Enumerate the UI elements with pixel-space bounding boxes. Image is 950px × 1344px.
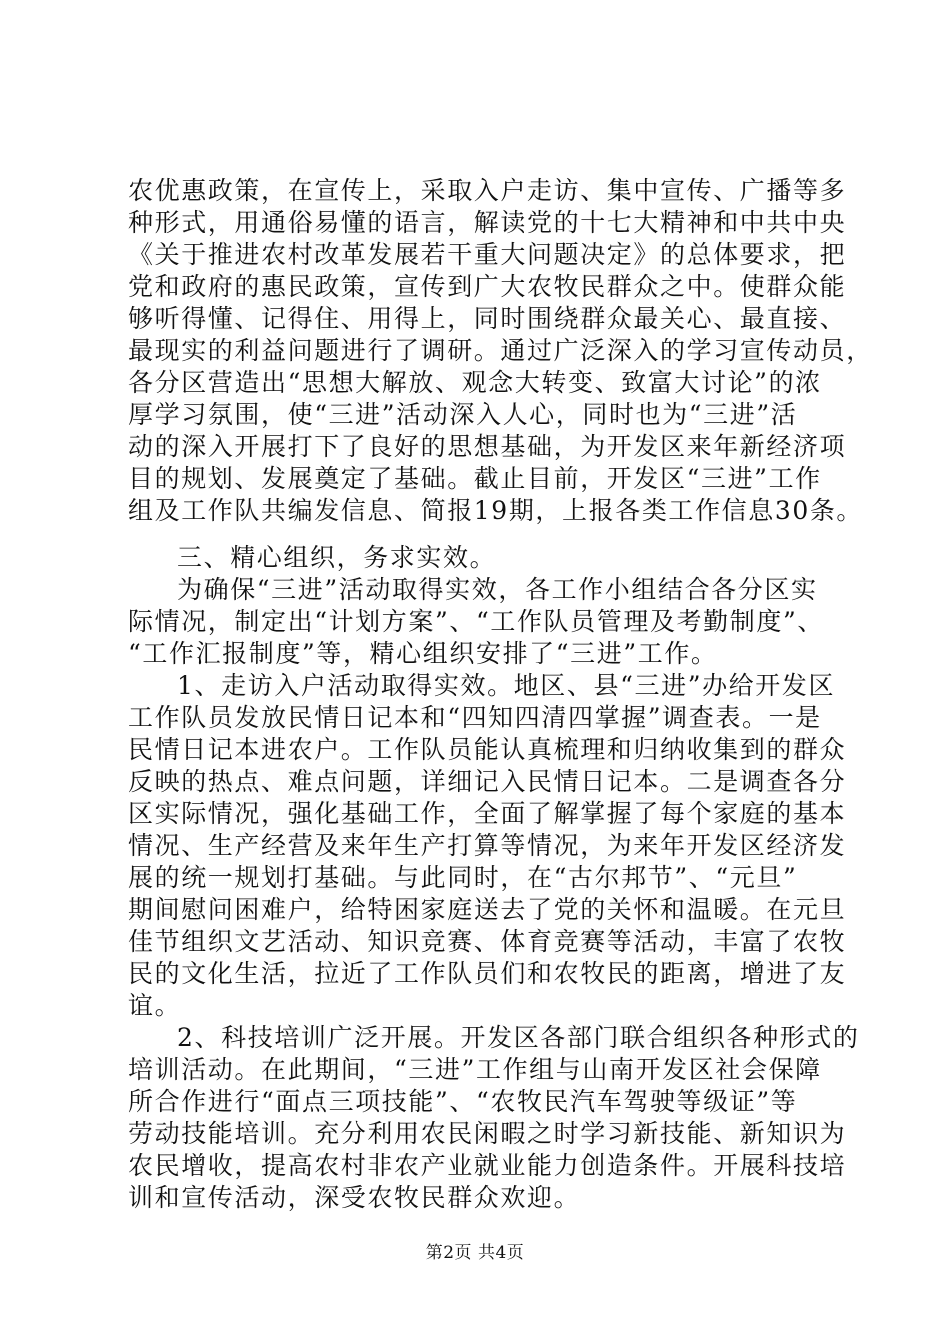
text-line: 种形式，用通俗易懂的语言，解读党的十七大精神和中共中央 xyxy=(128,208,847,237)
text-line: 反映的热点、难点问题，详细记入民情日记本。二是调查各分 xyxy=(128,767,847,796)
text-line: 民情日记本进农户。工作队员能认真梳理和归纳收集到的群众 xyxy=(128,735,847,764)
text-line: 1、走访入户活动取得实效。地区、县“三进”办给开发区 xyxy=(177,671,836,700)
text-line: 培训活动。在此期间，“三进”工作组与山南开发区社会保障 xyxy=(128,1055,822,1084)
text-line: 展的统一规划打基础。与此同时，在“古尔邦节”、“元旦” xyxy=(128,863,798,892)
text-line: 情况、生产经营及来年生产打算等情况，为来年开发区经济发 xyxy=(128,831,847,860)
text-line: 所合作进行“面点三项技能”、“农牧民汽车驾驶等级证”等 xyxy=(128,1087,798,1116)
text-line: 目的规划、发展奠定了基础。截止目前，开发区“三进”工作 xyxy=(128,464,822,493)
text-line: 期间慰问困难户，给特困家庭送去了党的关怀和温暖。在元旦 xyxy=(128,895,847,924)
text-line: 动的深入开展打下了良好的思想基础，为开发区来年新经济项 xyxy=(128,432,847,461)
text-line: 劳动技能培训。充分利用农民闲暇之时学习新技能、新知识为 xyxy=(128,1119,847,1148)
text-line: 农优惠政策，在宣传上，采取入户走访、集中宣传、广播等多 xyxy=(128,176,847,205)
text-line: 区实际情况，强化基础工作，全面了解掌握了每个家庭的基本 xyxy=(128,799,847,828)
page-number-footer: 第2页 共4页 xyxy=(425,1243,525,1263)
text-line: 党和政府的惠民政策，宣传到广大农牧民群众之中。使群众能 xyxy=(128,272,847,301)
text-line: 为确保“三进”活动取得实效，各工作小组结合各分区实 xyxy=(177,575,818,604)
text-line: 佳节组织文艺活动、知识竞赛、体育竞赛等活动，丰富了农牧 xyxy=(128,927,847,956)
text-line: 组及工作队共编发信息、简报19期，上报各类工作信息30条。 xyxy=(128,496,864,525)
text-line: 《关于推进农村改革发展若干重大问题决定》的总体要求，把 xyxy=(128,240,847,269)
text-line: 2、科技培训广泛开展。开发区各部门联合组织各种形式的 xyxy=(177,1023,860,1052)
text-line: 训和宣传活动，深受农牧民群众欢迎。 xyxy=(128,1183,581,1212)
text-line: 农民增收，提高农村非农产业就业能力创造条件。开展科技培 xyxy=(128,1151,847,1180)
text-line: 际情况，制定出“计划方案”、“工作队员管理及考勤制度”、 xyxy=(128,607,824,636)
text-line: 够听得懂、记得住、用得上，同时围绕群众最关心、最直接、 xyxy=(128,304,847,333)
text-line: 最现实的利益问题进行了调研。通过广泛深入的学习宣传动员， xyxy=(128,336,873,365)
text-line: 谊。 xyxy=(128,991,182,1020)
section-heading: 三、精心组织，务求实效。 xyxy=(177,543,497,572)
text-line: 厚学习氛围，使“三进”活动深入人心，同时也为“三进”活 xyxy=(128,400,798,429)
text-line: 工作队员发放民情日记本和“四知四清四掌握”调查表。一是 xyxy=(128,703,822,732)
text-line: 各分区营造出“思想大解放、观念大转变、致富大讨论”的浓 xyxy=(128,368,822,397)
text-line: 民的文化生活，拉近了工作队员们和农牧民的距离，增进了友 xyxy=(128,959,847,988)
text-line: “工作汇报制度”等，精心组织安排了“三进”工作。 xyxy=(128,639,718,668)
